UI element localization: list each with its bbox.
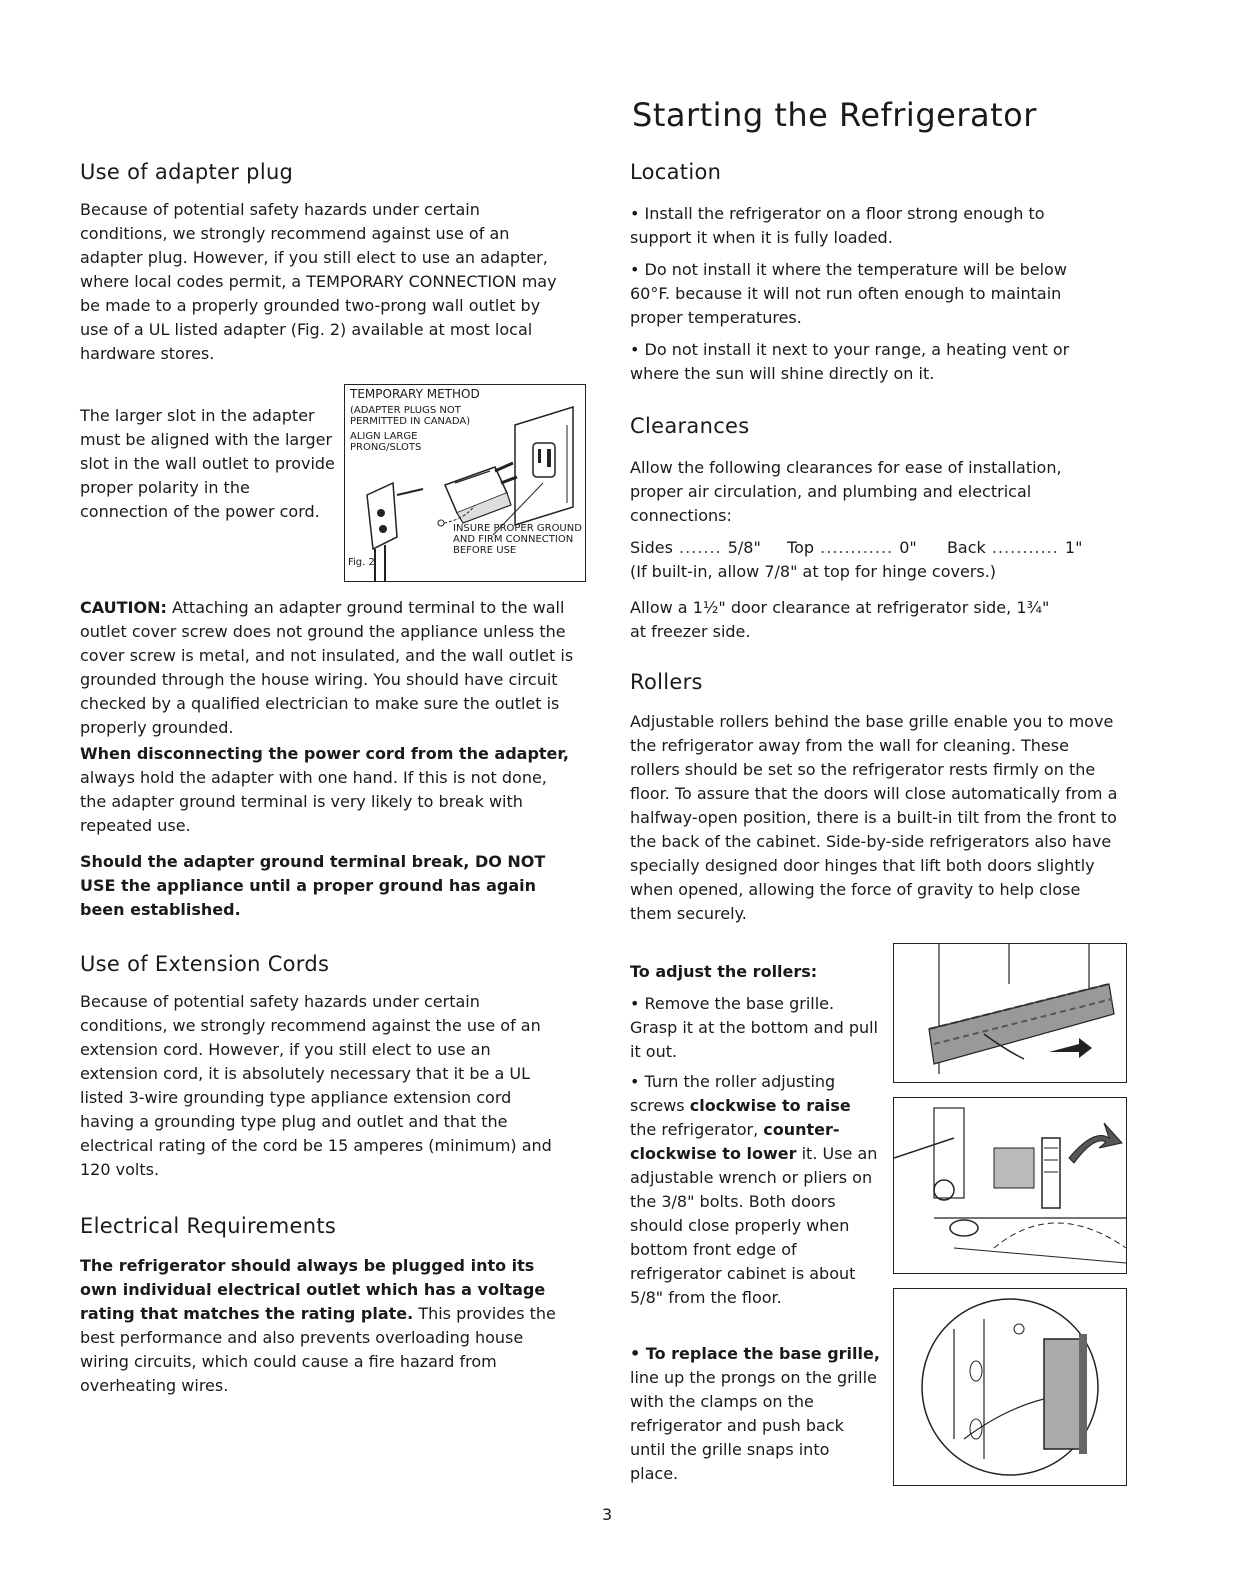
location-bullet-heat: • Do not install it next to your range, a heating vent or where the sun will shine directly on it. xyxy=(630,340,1070,383)
roller-adjust-illustration xyxy=(893,1097,1127,1274)
ground-warning: Should the adapter ground terminal break, DO NOT USE the appliance until a proper ground has again been established. xyxy=(80,852,546,919)
turn-counterclockwise: counter-clockwise to lower xyxy=(630,1120,840,1163)
clearances-builtin: (If built-in, allow 7/8" at top for hinge covers.) xyxy=(630,562,997,581)
caution-text: Attaching an adapter ground terminal to the wall outlet cover screw does not ground the appliance unless the cover screw is metal, and not insulated, and the wall outlet is grounded through the house wiring. You should have circuit checked by a qualified electrician to make sure the outlet is properly grounded. xyxy=(80,598,574,737)
adapter-figure xyxy=(344,384,586,582)
turn-clockwise: clockwise to raise xyxy=(689,1096,851,1115)
grille-removal-drawing xyxy=(894,944,1126,1082)
adapter-plug-illustration xyxy=(345,385,585,581)
figure-note-align: ALIGN LARGE PRONG/SLOTS xyxy=(350,431,422,453)
caution-label: CAUTION: xyxy=(80,598,167,617)
figure-title: TEMPORARY METHOD xyxy=(350,387,480,401)
clearance-back-label: Back xyxy=(946,538,986,557)
turn-text-3: it. Use an adjustable wrench or pliers on the 3/8" bolts. Both doors should close properly when bottom front edge of refrigerator cabinet is about 5/8" from the floor. xyxy=(630,1144,878,1307)
replace-grille-bold: • To replace the base grille, xyxy=(630,1344,880,1363)
grille-replace-illustration xyxy=(893,1288,1127,1486)
clearances-heading: Clearances xyxy=(630,414,750,438)
rollers-paragraph: Adjustable rollers behind the base grille enable you to move the refrigerator away from the wall for cleaning. These rollers should be set so the refrigerator rests firmly on the floor. To assure that the doors will close automatically from a halfway-open position, there is a built-in tilt from the front to the back of the cabinet. Side-by-side refrigerators also have specially designed door hinges that lift both doors slightly when opened, allowing the force of gravity to help close them securely. xyxy=(630,712,1118,923)
figure-label: Fig. 2 xyxy=(348,557,375,568)
disconnect-text: always hold the adapter with one hand. If this is not done, the adapter ground terminal is very likely to break with repeated use. xyxy=(80,768,547,835)
clearances-door: Allow a 1½" door clearance at refrigerator side, 1¾" at freezer side. xyxy=(630,598,1050,641)
location-bullet-temperature: • Do not install it where the temperature will be below 60°F. because it will not run often enough to maintain proper temperatures. xyxy=(630,260,1067,327)
disconnect-paragraph xyxy=(80,742,575,838)
rollers-bullet-remove: • Remove the base grille. Grasp it at the bottom and pull it out. xyxy=(630,994,878,1061)
replace-grille-text: line up the prongs on the grille with the clamps on the refrigerator and push back until the grille snaps into place. xyxy=(630,1368,877,1483)
disconnect-bold: When disconnecting the power cord from the adapter, xyxy=(80,744,570,763)
rollers-bullet-turn xyxy=(630,1070,880,1310)
clearance-sides-value: 5/8" xyxy=(727,538,761,557)
clearance-top-value: 0" xyxy=(899,538,917,557)
grille-replace-drawing xyxy=(894,1289,1126,1485)
electrical-heading: Electrical Requirements xyxy=(80,1214,337,1238)
electrical-paragraph xyxy=(80,1254,575,1398)
location-heading: Location xyxy=(630,160,722,184)
adjust-rollers-heading: To adjust the rollers: xyxy=(630,962,818,981)
clearance-top-label: Top xyxy=(787,538,815,557)
electrical-bold: The refrigerator should always be plugged into its own individual electrical outlet which has a voltage rating that matches the rating plate. xyxy=(80,1256,546,1323)
adapter-polarity-paragraph: The larger slot in the adapter must be aligned with the larger slot in the wall outlet to provide proper polarity in the connection of the power cord. xyxy=(80,406,335,521)
clearances-values: Sides ....... 5/8" Top ............ 0" Back ........... 1" xyxy=(630,538,1083,557)
adapter-heading: Use of adapter plug xyxy=(80,160,294,184)
extension-heading: Use of Extension Cords xyxy=(80,952,330,976)
page-number: 3 xyxy=(602,1505,613,1524)
caution-paragraph xyxy=(80,596,575,740)
rollers-heading: Rollers xyxy=(630,670,703,694)
grille-removal-illustration xyxy=(893,943,1127,1083)
turn-text-1: • Turn the roller adjusting screws xyxy=(630,1072,836,1115)
extension-paragraph: Because of potential safety hazards under certain conditions, we strongly recommend against the use of an extension cord. However, if you still elect to use an extension cord, it is absolutely necessary that it be a UL listed 3-wire grounding type appliance extension cord having a grounding type plug and outlet and that the electrical rating of the cord be 15 amperes (minimum) and 120 volts. xyxy=(80,992,552,1179)
page-title: Starting the Refrigerator xyxy=(632,96,1037,134)
figure-note-canada: (ADAPTER PLUGS NOT PERMITTED IN CANADA) xyxy=(350,405,471,427)
clearances-intro: Allow the following clearances for ease of installation, proper air circulation, and plumbing and electrical connections: xyxy=(630,458,1062,525)
clearance-back-value: 1" xyxy=(1064,538,1083,557)
clearance-sides-label: Sides xyxy=(630,538,673,557)
figure-note-ground: INSURE PROPER GROUND AND FIRM CONNECTION BEFORE USE xyxy=(453,523,582,556)
rollers-bullet-replace xyxy=(630,1342,880,1486)
turn-text-2: the refrigerator, xyxy=(630,1120,764,1139)
roller-adjust-drawing xyxy=(894,1098,1126,1273)
electrical-text: This provides the best performance and also prevents overloading house wiring circuits, which could cause a fire hazard from overheating wires. xyxy=(80,1304,556,1395)
adapter-paragraph: Because of potential safety hazards under certain conditions, we strongly recommend against use of an adapter plug. However, if you still elect to use an adapter, where local codes permit, a TEMPORARY CONNECTION may be made to a properly grounded two-prong wall outlet by use of a UL listed adapter (Fig. 2) available at most local hardware stores. xyxy=(80,200,557,363)
location-bullet-floor: • Install the refrigerator on a floor strong enough to support it when it is fully loaded. xyxy=(630,204,1045,247)
